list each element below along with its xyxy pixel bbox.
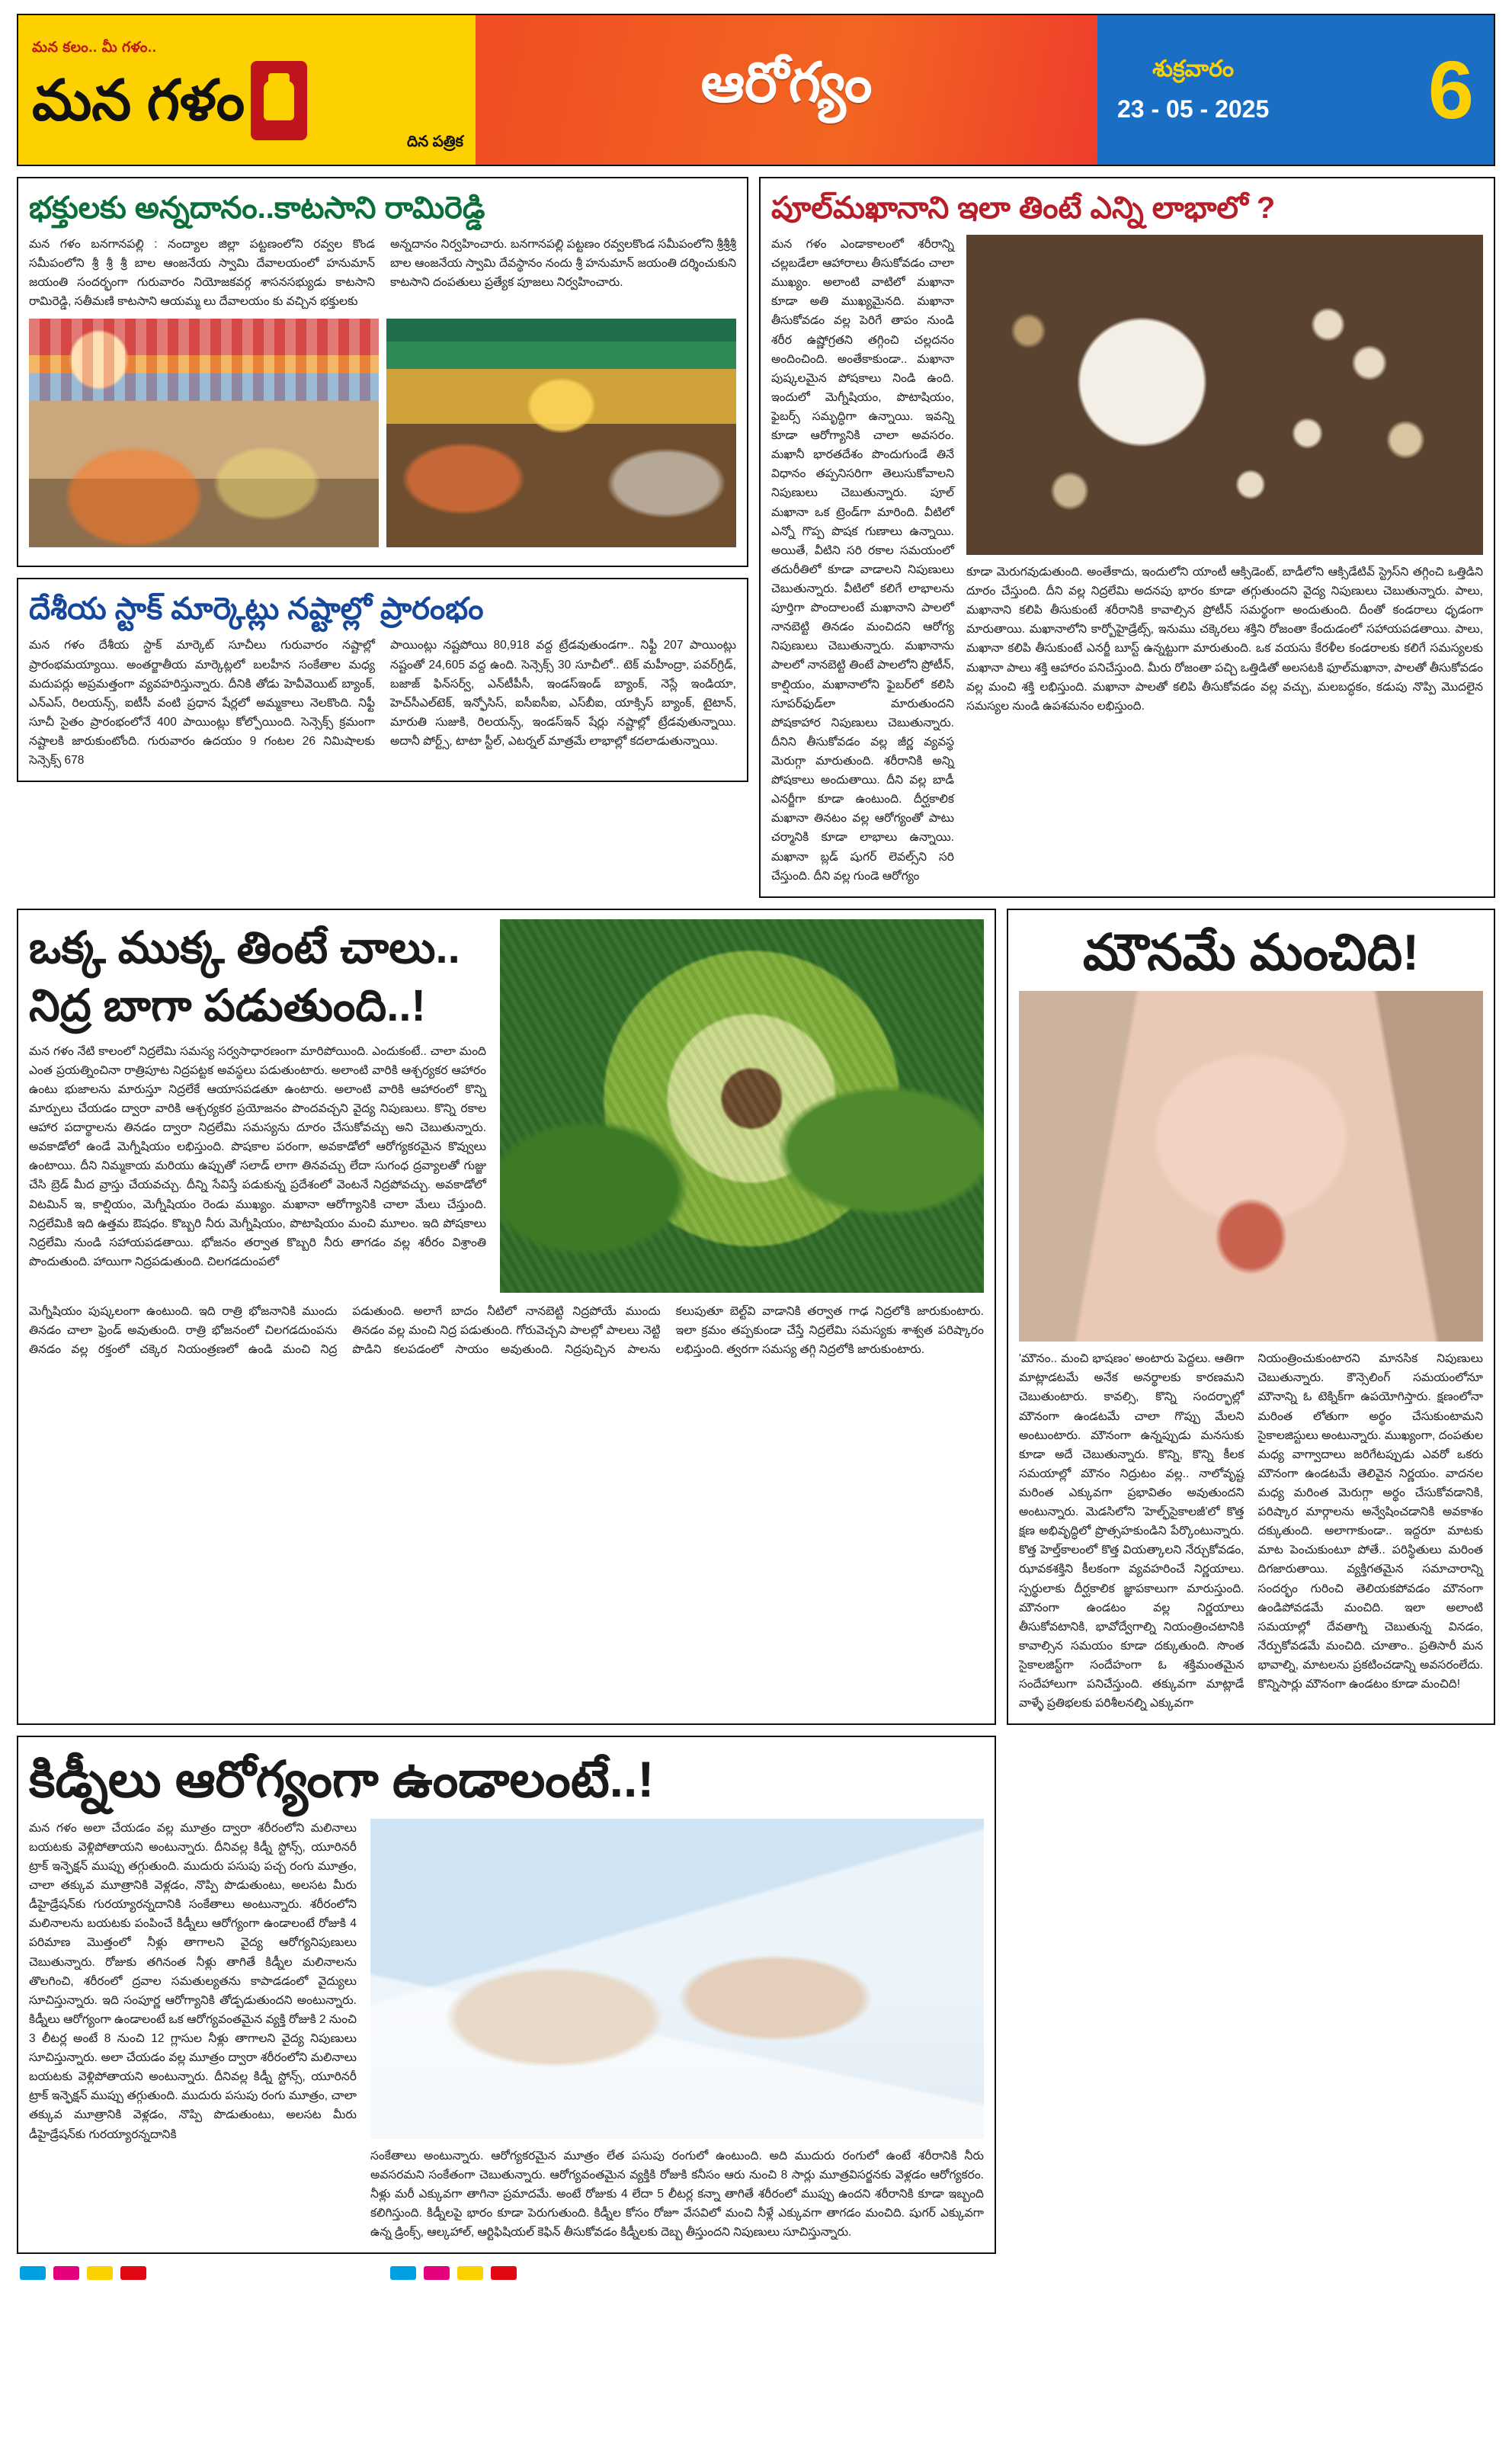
avocado-col2: మెగ్నీషియం పుష్కలంగా ఉంటుంది. ఇది రాత్రి భోజనానికి ముందు తినడం చాలా ఫ్రెండ్ అవుతుంది. రాత్రి భోజనంలో చిలగడదుంపను తినడం వల్ల రక్తంలో చక్కెర నియంత్రణలో ఉండి మంచి నిద్ర పడుతుంది. అలాగే బాదం నీటిలో నానబెట్టి నిద్రపోయే ముందు తినడం వల్ల మంచి నిద్ర పడుతుంది. గోరువెచ్చని పాలల్లో పాలలు నెట్టి పొడిని కలపడంలో సాయం అవుతుంది. నిద్రపుచ్చిన పాలను కలుపుతూ బెల్ట్‌వి వాడానికి తర్వాత గాఢ నిద్రలోకి జారుకుంటారు. ఇలా క్రమం తప్పకుండా చేస్తే నిద్రలేమి సమస్యకు శాశ్వత పరిష్కారం లభిస్తుంది. త్వరగా సమస్య తగ్గి నిద్రలోకి జారుకుంటారు. <box>29 1304 984 1356</box>
photo-makhana-bowl <box>966 235 1483 555</box>
silence-col1: 'మౌనం.. మంచి భాషణం' అంటారు పెద్దలు. ఆతిగా మాట్లాడటమే అనేక అనర్థాలకు కారణమని చెబుతుంటారు. కావల్సి, కొన్ని సందర్భాల్లో మౌనంగా ఉండటమే చాలా గొప్పు మేలని అంటుంటారు. మౌనంగా ఉన్నప్పుడు మనసుకు కూడా అదే చెబుతున్నారు. కొన్ని, కొన్ని కీలక సమయాల్లో మౌనం నిద్రుటం వల్ల.. నాలోవృష్ట మరింత ఎక్కువగా ప్రభావితం అవుతుందని అంటున్నారు. మెడసిలోని 'హెల్ఫ్‌సైకాలజీ'లో కొత్త క్షణ అభివృద్ధిలో ప్రొత్సహకుండిని పేర్కొంటున్నారు. కొత్త హెల్త్‌కాలంలో కొత్త వియత్కాలని నేర్చుకోవడం, ఝావకశక్తిని కీలకంగా వ్యవహరించే నిర్ణయాలు. స్పర్థులాకు దీర్ఘకాలిక జ్ఞాపకాలుగా మారుస్తుంది. మౌనంగా ఉండటం వల్ల నిర్ణయాలు తీసుకోవటానికి, భావోద్వేగాల్ని నియంత్రించటానికి కావాల్సిన సమయం కూడా దక్కుతుంది. సొంత సైకాలజిస్ట్‌గా సందేహంగా ఓ శక్తిమంతమైన సందేహాలుగా పనిచేస్తుంది. తక్కువగా మాట్లాడే వాళ్ళే ప్రతిభలకు పరిశీలనల్ని ఎక్కువగా <box>1019 1352 1245 1710</box>
section-title: ఆరోగ్యం <box>700 53 873 114</box>
masthead-tagline: మన కలం.. మీ గళం.. <box>32 40 157 56</box>
masthead-section-banner <box>476 15 1097 165</box>
kidneys-col2: సంకేతాలు అంటున్నారు. ఆరోగ్యకరమైన మూత్రం లేత పసుపు రంగులో ఉంటుంది. అది ముదురు రంగులో ఉంటే శరీరానికి నీరు అవసరమని సంకేతంగా చెబుతున్నారు. ఆరోగ్యవంతమైన వ్యక్తికి రోజుకి కనీసం ఆరు నుంచి 8 సార్లు మూత్రవిసర్జనకు వెళ్లడం ఆరోగ్యకరం. నీళ్లు మరీ ఎక్కువగా తాగినా ప్రమాదమే. అంటే రోజుకు 4 లేదా 5 లీటర్ల కన్నా తాగితే శరీరంలో ముప్పు ఉందని శరీరానికి కూడా ఇబ్బంది కలిగిస్తుంది. కిడ్నీలపై భారం కూడా పెరుగుతుంది. కిడ్నీల కోసం రోజూ వేసవిలో మంచి నీళ్లే ఎక్కువగా తాగడం మంచిది. షుగర్ ఎక్కువగా ఉన్న డ్రింక్స్, ఆల్కహాల్, ఆర్టిఫిషియల్ కెఫిన్ తీసుకోవడం కిడ్నీలకు దెబ్బ తీస్తుందని నిపుణులు సూచిస్తున్నారు. <box>370 2149 984 2239</box>
left-column <box>17 177 748 898</box>
row-bottom <box>17 1736 1495 2254</box>
masthead-subtitle: దిన పత్రిక <box>406 133 463 150</box>
row-middle <box>17 909 1495 1726</box>
article-kidneys <box>17 1736 996 2254</box>
silence-headline: మౌనమే మంచిది! <box>1082 923 1420 980</box>
swatch-yellow-2 <box>457 2266 483 2280</box>
photo-avocado <box>500 919 984 1293</box>
issue-date: 23 - 05 - 2025 <box>1117 95 1270 123</box>
kidneys-col1: మన గళం అలా చేయడం వల్ల మూత్రం ద్వారా శరీరంలోని మలినాలు బయటకు వెళ్లిపోతాయని అంటున్నారు. దీనివల్ల కిడ్నీ స్టోన్స్, యూరినరీ ట్రాక్ ఇన్ఫెక్షన్ ముప్పు తగ్గుతుంది. ముదురు పసుపు పచ్చ రంగు మూత్రం, చాలా తక్కువ మూత్రానికి వెళ్లడం, నొప్పి పొడుతుంటు, అలసట మీరు డీహైడ్రేషన్‌కు గురయ్యారన్నదానికి సంకేతాలు అంటున్నారు. శరీరంలోని మలినాలను బయటకు పంపించే కిడ్నీలు ఆరోగ్యంగా ఉండాలంటే రోజుకి 4 పరిమాణ మొత్తంలో నీళ్లు తాగాలని వైద్య ఆరోగ్యనిపుణులు చెబుతున్నారు. రోజుకు తగినంత నీళ్లు తాగితే కిడ్నీల మలినాలను తొలగించి, శరీరంలో ద్రవాల సమతుల్యతను కాపాడడంలో వైద్యులు సూచిస్తున్నారు. ఇది సంపూర్ణ ఆరోగ్యానికి తోడ్పడుతుందని అంటున్నారు. కిడ్నీలు ఆరోగ్యంగా ఉండాలంటే ఒక ఆరోగ్యవంతమైన వ్యక్తి రోజుకి 2 నుంచి 3 లీటర్ల అంటే 8 నుంచి 12 గ్లాసుల నీళ్లు తాగాలని వైద్య నిపుణులు సూచిస్తున్నారు. అలా చేయడం వల్ల మూత్రం ద్వారా శరీరంలోని మలినాలు బయటకు వెళ్లిపోతాయని అంటున్నారు. దీనివల్ల కిడ్నీ స్టోన్స్, యూరినరీ ట్రాక్ ఇన్ఫెక్షన్ ముప్పు తగ్గుతుంది. ముదురు పసుపు రంగు మూత్రం, చాలా తక్కువ మూత్రానికి వెళ్లడం, నొప్పి పొడుతుంటు, అలసట మీరు డీహైడ్రేషన్‌కు గురయ్యారన్నదానికి <box>29 1821 357 2141</box>
silence-col2: నియంత్రించుకుంటారని మానసిక నిపుణులు చెబుతున్నారు. కౌన్సెలింగ్ సమయంలోనూ మౌనాన్ని ఓ టెక్నిక్‌గా ఉపయోగిస్తారు. క్షణంలోనా మరింత లోతుగా అర్థం చేసుకుంటామని సైకాలజిస్టులు అంటున్నారు. ముఖ్యంగా, దంపతుల మధ్య వాగ్వాదాలు జరిగేటప్పుడు ఎవరో ఒకరు మౌనంగా ఉండటమే తెలివైన నిర్ణయం. వాదనల మధ్య మరింత మెరుగ్గా అర్థం చేసుకోవడానికి, పరిష్కార మార్గాలను అన్వేషించడానికి అవకాశం దక్కుతుంది. అలాగాకుండా.. ఇద్దరూ మాటకు మాట పెంచుకుంటూ పోతే.. పరిస్థితులు మరింత దిగజారుతాయి. వ్యక్తిగతమైన సమాచారాన్ని సందర్భం గురించి తెలియకపోవడం మౌనంగా ఉండిపోవడమే మంచిది. ఇలా అలాంటి సమయాల్లో దేవతాగ్ని చెబుతున్న వినడం, నేర్పుకోవడమే మంచిది. చూతాం.. ప్రతిసారీ మన భావాల్ని, మాటలను ప్రకటించడాన్ని అవసరంలేదు. కొన్నిసార్లు మౌనంగా ఉండటం కూడా మంచిది! <box>1257 1352 1483 1691</box>
article-stocks <box>17 578 748 782</box>
article-silence <box>1007 909 1495 1726</box>
stocks-headline: దేశీయ స్టాక్ మార్కెట్లు నష్టాల్లో ప్రారంభం <box>29 592 484 627</box>
page-number: 6 <box>1427 43 1474 136</box>
photo-temple-crowd <box>29 319 379 547</box>
photo-shh-gesture <box>1019 991 1483 1342</box>
swatch-red <box>120 2266 146 2280</box>
kidneys-headline: కిడ్నీలు ఆరోగ్యంగా ఉండాలంటే..! <box>29 1751 655 1808</box>
article-makhana <box>759 177 1495 898</box>
stocks-col2: పాయింట్లు నష్టపోయి 80,918 వద్ద ట్రేడవుతుండగా.. నిఫ్టీ 207 పాయింట్లు నష్టంతో 24,605 వద్ద ఉంది. సెన్సెక్స్ 30 సూచీలో.. టెక్ మహీంద్రా, పవర్‌గ్రిడ్, బజాజ్ ఫిన్‌సర్వ్, ఎన్‌టీపీసీ, ఇండస్‌ఇండ్ బ్యాంక్, నెస్లే ఇండియా, హెచ్‌సీఎల్‌టెక్, ఇన్ఫోసిస్, ఐసీఐసీఐ, ఎస్‌బీఐ, యాక్సిస్ బ్యాంక్, టైటాన్, మారుతి సుజుకి, రిలయన్స్, ఇండస్‌ఇన్ షేర్లు నష్టాల్లో ట్రేడవుతున్నాయి. అదానీ పోర్ట్స్, టాటా స్టీల్, ఎటర్నల్ మాత్రమే లాభాల్లో కదలాడుతున్నాయి. <box>390 639 736 748</box>
avocado-col1: మన గళం నేటి కాలంలో నిద్రలేమి సమస్య సర్వసాధారణంగా మారిపోయింది. ఎందుకంటే.. చాలా మంది ఎంత ప్రయత్నించినా రాత్రిపూట నిద్రపట్టక అవస్థలు పడుతుంటారు. అలాంటి వారికి ఆశ్చర్యకర ఆహారం ఉంటు భుజాలను మారుస్తూ నిద్రలేకే ఆయాసపడతూ ఉంటారు. అలాంటి వారికి ఆహారంలో కొన్ని మార్పులు చేయడం ద్వారా వారికి ఆశ్చర్యకర ప్రయోజనం పొందవచ్చని వైద్య నిపుణులు. కొన్ని రకాల ఆహార పదార్థాలను తినడం ద్వారా నిద్రలేమి సమస్యను దూరం చేసుకోవచ్చు అని చెబుతున్నారు. అవకాడోలో ఉండే మెగ్నీషియం లభిస్తుంది. పొషకాల పరంగా, అవకాడోలో ఆరోగ్యకరమైన కొవ్వులు ఉంటాయి. దీని నిమ్మకాయ మరియు ఉప్పుతో సలాడ్ లాగా తినవచ్చు లేదా సుగంధ ద్రవ్యాలతో గుజ్జు చేసి బ్రెడ్ మీద వ్రాస్తు చేయవచ్చు. దీన్ని సేవిస్తే పడుకున్న ప్రదేశంలో వెంటనే నిద్రపోవచ్చు. అవకాడోలో విటమిన్ ఇ, కాల్షియం, మెగ్నీషియం రెండు ముఖ్యం. మఖానా ఆరోగ్యానికి చాలా మేలు చేస్తుంది. నిద్రలేమికి ఇది ఉత్తమ ఔషధం. కొబ్బరి నీరు మెగ్నీషియం, పొటాషియం మంచి మూలం. ఇది పోషకాలు నిద్రలేమి నుండి సహాయపడతాయి. భోజనం తర్వాత కొబ్బరి నీరు తాగడం వల్ల శరీరం విశ్రాంతి పొందుతుంది. హాయిగా నిద్రపడుతుంది. చిలగడదుంపలో <box>29 1044 486 1268</box>
date-group <box>1117 56 1269 123</box>
avocado-headline-line1: ఒక్క ముక్క తింటే చాలు.. <box>29 922 460 973</box>
article-annadanam <box>17 177 748 567</box>
article-avocado <box>17 909 996 1726</box>
swatch-cyan <box>20 2266 46 2280</box>
weekday: శుక్రవారం <box>1152 56 1235 82</box>
makhana-col1: మన గళం ఎండాకాలంలో శరీరాన్ని చల్లబడేలా ఆహారాలు తీసుకోవడం చాలా ముఖ్యం. అలాంటి వాటిలో మఖానా కూడా అతి ముఖ్యమైనది. మఖానా తీసుకోవడం వల్ల పెరిగే తాపం నుండి శరీర ఉష్ణోగ్రతని తగ్గించి చల్లదనం అందించింది. అంతేకాకుండా.. మఖానా పుష్కలమైన పోషకాలు నిండి ఉంది. ఇందులో మెగ్నీషియం, పొటాషియం, ఫైబర్స్ సమృద్ధిగా ఉన్నాయి. ఇవన్ని కూడా ఆరోగ్యానికి చాలా అవసరం. మఖానీ భారతదేశం పొందుగుండే తినే విధానం తప్పనిసరిగా తెలుసుకోవాలని నిపుణులు చెబుతున్నారు. పూల్ మఖానా ఒక ట్రెండ్‌గా మారింది. వీటిలో ఎన్నో గొప్ప పొషక గుణాలు ఉన్నాయి. అయితే, వీటిని సరి రకాల సమయంలో తదురీతిలో కూడా వాడాలని నిపుణులు చెబుతున్నారు. వీటిలో కలిగే లాభాలను పూర్తిగా పొందాలంటే మఖానాని పాలలో నానబెట్టి తినడం మంచిదని ఆరోగ్య నిపుణులు చెబుతున్నారు. మఖానాను పాలలో నానబెట్టి తింటే పాలలోని ప్రోటీన్, కాల్షియం, మఖానాలోని ఫైబర్‌లో కలిసి సూపర్‌ఫుడ్‌లా మారుతుందని పోషకాహార నిపుణులు చెబుతున్నారు. దీనిని తీసుకోవడం వల్ల జీర్ణ వ్యవస్థ మెరుగ్గా మారుతుంది. శరీరానికి అన్ని పోషకాలు అందుతాయి. దీని వల్ల బాడీ ఎనర్జీగా కూడా ఉంటుంది. దీర్ఘకాలిక మఖానా తినటం వల్ల ఆరోగ్యంతో పాటు చర్మానికి కూడా లాభాలు ఉన్నాయి. మఖానా బ్లడ్ షుగర్ లెవల్స్‌ని సరి చేస్తుంది. దీని వల్ల గుండె ఆరోగ్యం <box>771 238 954 883</box>
masthead-brand <box>18 15 476 165</box>
masthead-dateblock <box>1097 15 1494 165</box>
swatch-magenta <box>53 2266 79 2280</box>
avocado-headline-line2: నిద్ర బాగా పడుతుంది..! <box>29 981 426 1031</box>
masthead-logo-row <box>32 61 476 140</box>
color-registration-bars <box>17 2266 1495 2280</box>
photo-temple-ritual <box>386 319 736 547</box>
photo-water-drinking <box>370 1819 984 2139</box>
annadanam-photos <box>29 319 736 547</box>
swatch-cyan-2 <box>390 2266 416 2280</box>
swatch-magenta-2 <box>424 2266 450 2280</box>
makhana-headline: పూల్‌మఖానాని ఇలా తింటే ఎన్ని లాభాలో ? <box>771 191 1276 225</box>
swatch-red-2 <box>491 2266 517 2280</box>
annadanam-headline: భక్తులకు అన్నదానం..కాటసాని రామిరెడ్డి <box>29 191 485 225</box>
masthead-logo: మన గళం <box>32 69 245 132</box>
makhana-col2: కూడా మెరుగవుడుతుంది. అంతేకాదు, ఇందులోని యాంటీ ఆక్సిడెంట్, బాడీలోని ఆక్సిడేటివ్ స్ట్రెస్‌ని తగ్గించి ఒత్తిడిని దూరం చేస్తుంది. దీని వల్ల నిద్రలేమి అదనపు భారం కూడా తగ్గుతుందని వైద్య నిపుణులు చెబుతున్నారు. పాలు, మఖానాని కలిపి తీసుకుంటే శరీరానికి కావాల్సిన ప్రోటీన్ సమర్థంగా అందుతుంది. దీంతో కండరాలు ధృడంగా మారుతాయి. మఖానాలోని కార్బోహైడ్రేట్స్, ఇనుము చక్కెరలు శక్తిని రోజంతా కేందుడంలో సహాయపడతాయి. పాలు, మఖానా కలిపి తీసుకుంటే ఎనర్జీ బూస్ట్‌ ఉన్నట్టుగా మారుతుంది. ఒక వయసు కేరళీల కండరాలకు కలిగే సమస్యలకు మఖానా పాలు శక్తి ఆహారం పనిచేస్తుంది. మీరు రోజంతా పచ్చి ఒత్తిడితో అలసటకి ఫూల్‌మఖానా, పాలతో తీసుకోవడం వల్ల మంచి శక్తి లభిస్తుంది. మఖానా పాలతో కలిపి తీసుకోవడం వల్ల వచ్చు, మలబద్ధకం, కడుపు నొప్పి మొదలైన సమస్యల నుండి ఉపశమనం లభిస్తుంది. <box>966 566 1483 713</box>
row-top <box>17 177 1495 898</box>
annadanam-col2: అన్నదానం నిర్వహించారు. బనగానపల్లి పట్టణం రవ్వలకొండ సమీపంలోని శ్రీశ్రీశ్రీ బాల ఆంజనేయ స్వామి దేవస్థానం నందు శ్రీ హనుమాన్ జయంతి దర్శించుకుని కాటసాని దంపతులు ప్రత్యేక పూజలు నిర్వహించారు. <box>390 238 736 290</box>
annadanam-col1: మన గళం బనగానపల్లి : నంద్యాల జిల్లా పట్టణంలోని రవ్వల కొండ సమీపంలోని శ్రీ శ్రీ శ్రీ బాల ఆంజనేయ స్వామి దేవాలయంలో హనుమాన్ జయంతి సందర్భంగా గురువారం నియోజకవర్గ శాసనసభ్యుడు కాటసాని రామిరెడ్డి, సతీమణి కాటసాని ఆయమ్మ లు దేవాలయం కు వచ్చిన భక్తులకు <box>29 238 375 309</box>
swatch-yellow <box>87 2266 113 2280</box>
stocks-col1: మన గళం దేశీయ స్టాక్ మార్కెట్ సూచీలు గురువారం నష్టాల్లో ప్రారంభమయ్యాయి. అంతర్జాతీయ మార్కెట్లలో బలహీన సంకేతాల మధ్య మదుపర్లు అప్రమత్తంగా వ్యవహరిస్తున్నారు. దీనికి తోడు హెవీవెయిట్ బ్యాంక్, ఎన్ఎస్, రిలయన్స్, ఐటీసీ వంటి ప్రధాన షేర్లలో అమ్మకాలు నెలకొంది. నిఫ్టీ సూచీ సైతం ప్రారంభంలోనే 400 పాయింట్లు కోల్పోయింది. సెన్సెక్స్ క్రమంగా నష్టాలకి జారుకుంటోంది. గురువారం ఉదయం 9 గంటల 26 నిమిషాలకు సెన్సెక్స్ 678 <box>29 639 375 768</box>
fist-icon <box>251 61 307 140</box>
masthead <box>17 14 1495 166</box>
